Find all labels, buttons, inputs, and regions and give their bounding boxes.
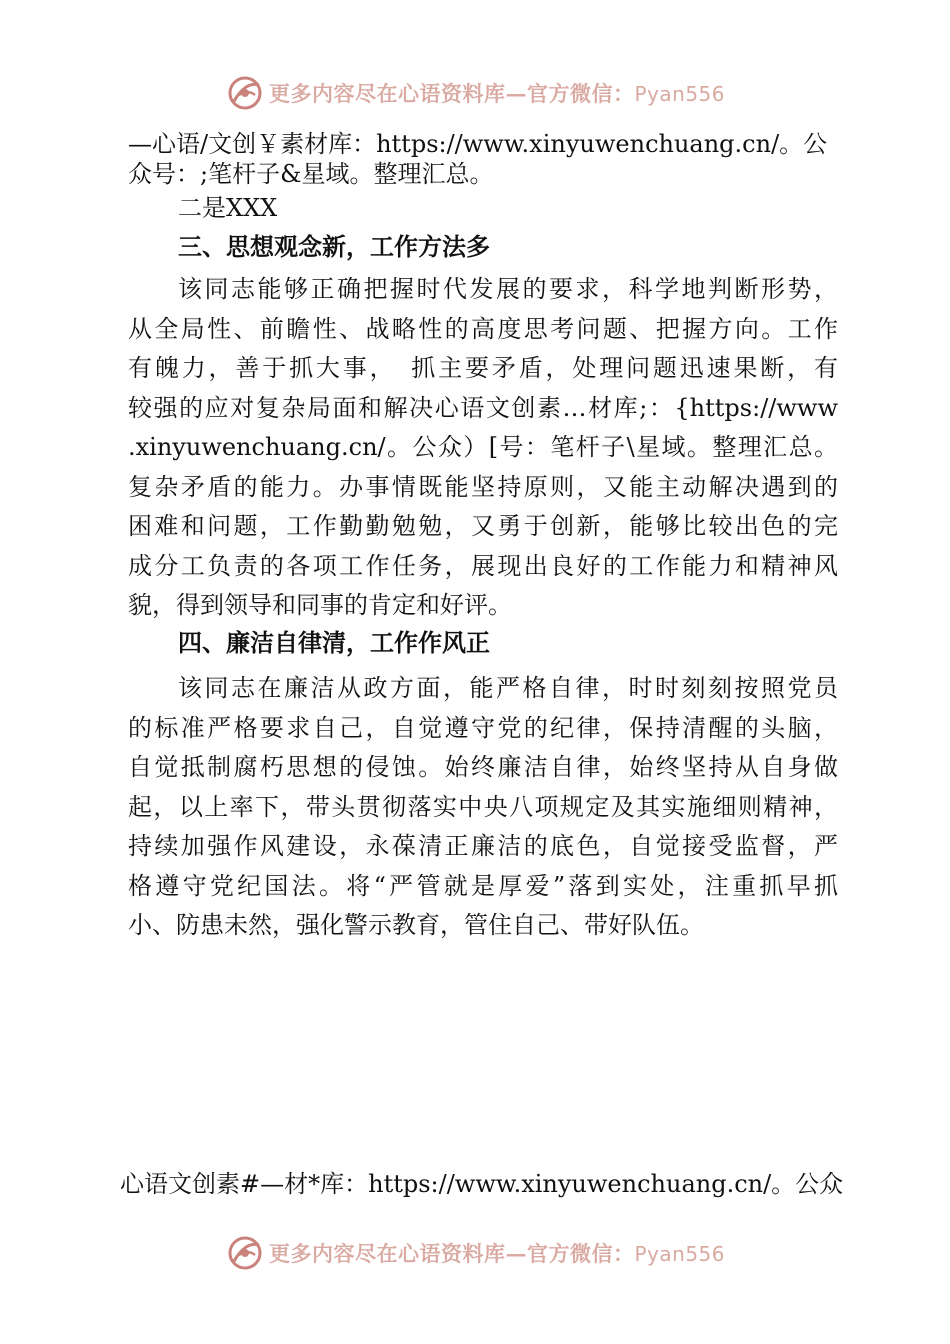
paragraph-line: 持续加强作风建设，永葆清正廉洁的底色，自觉接受监督，严 bbox=[128, 832, 838, 860]
paragraph-line: .xinyuwenchuang.cn/。公众）[号：笔杆子\星域。整理汇总。 bbox=[128, 433, 838, 461]
paragraph-line: 有魄力，善于抓大事， 抓主要矛盾，处理问题迅速果断，有 bbox=[128, 354, 838, 382]
paragraph-line: 该同志在廉洁从政方面，能严格自律，时时刻刻按照党员 bbox=[178, 674, 838, 702]
section-four-paragraph bbox=[128, 669, 838, 946]
paragraph-line: 自觉抵制腐朽思想的侵蚀。始终廉洁自律，始终坚持从自身做 bbox=[128, 753, 838, 781]
source-line-1: —心语/文创￥素材库：https://www.xinyuwenchuang.cn/。公 bbox=[128, 130, 828, 158]
paragraph-line: 的标准严格要求自己，自觉遵守党的纪律，保持清醒的头脑， bbox=[128, 713, 838, 742]
source-line-2: 众号：;笔杆子&星域。整理汇总。 bbox=[128, 160, 494, 188]
paragraph-line: 困难和问题，工作勤勤勉勉，又勇于创新，能够比较出色的完 bbox=[128, 512, 838, 540]
paragraph-line: 较强的应对复杂局面和解决心语文创素…材库;：{https://www bbox=[128, 393, 838, 422]
paragraph-line: 小、防患未然，强化警示教育，管住自己、带好队伍。 bbox=[128, 911, 704, 939]
paragraph-line: 复杂矛盾的能力。办事情既能坚持原则，又能主动解决遇到的 bbox=[128, 472, 838, 501]
bottom-watermark-banner bbox=[0, 1228, 950, 1278]
banner-text: 更多内容尽在心语资料库—官方微信：Pyan556 bbox=[268, 81, 725, 106]
paragraph-line: 从全局性、前瞻性、战略性的高度思考问题、把握方向。工作 bbox=[128, 314, 838, 343]
banner-text: 更多内容尽在心语资料库—官方微信：Pyan556 bbox=[268, 1241, 725, 1266]
section-three-paragraph bbox=[128, 270, 838, 626]
paragraph-line: 成分工负责的各项工作任务，展现出良好的工作能力和精神风 bbox=[128, 551, 838, 580]
top-watermark-banner bbox=[0, 68, 950, 118]
footer-source-line: 心语文创素#—材*库：https://www.xinyuwenchuang.cn/。公众 bbox=[120, 1170, 844, 1198]
section-four-heading: 四、廉洁自律清，工作作风正 bbox=[178, 629, 490, 657]
paragraph-line: 起，以上率下，带头贯彻落实中央八项规定及其实施细则精神， bbox=[128, 792, 838, 821]
xinyu-logo-icon bbox=[225, 1233, 265, 1273]
paragraph-line: 貌，得到领导和同事的肯定和好评。 bbox=[128, 591, 512, 619]
xinyu-logo-icon bbox=[225, 73, 265, 113]
section-three-heading: 三、思想观念新，工作方法多 bbox=[178, 233, 490, 261]
paragraph-line: 格遵守党纪国法。将“严管就是厚爱”落到实处，注重抓早抓 bbox=[128, 871, 838, 900]
paragraph-line: 该同志能够正确把握时代发展的要求，科学地判断形势， bbox=[178, 275, 838, 303]
point-two-line: 二是XXX bbox=[178, 194, 278, 222]
